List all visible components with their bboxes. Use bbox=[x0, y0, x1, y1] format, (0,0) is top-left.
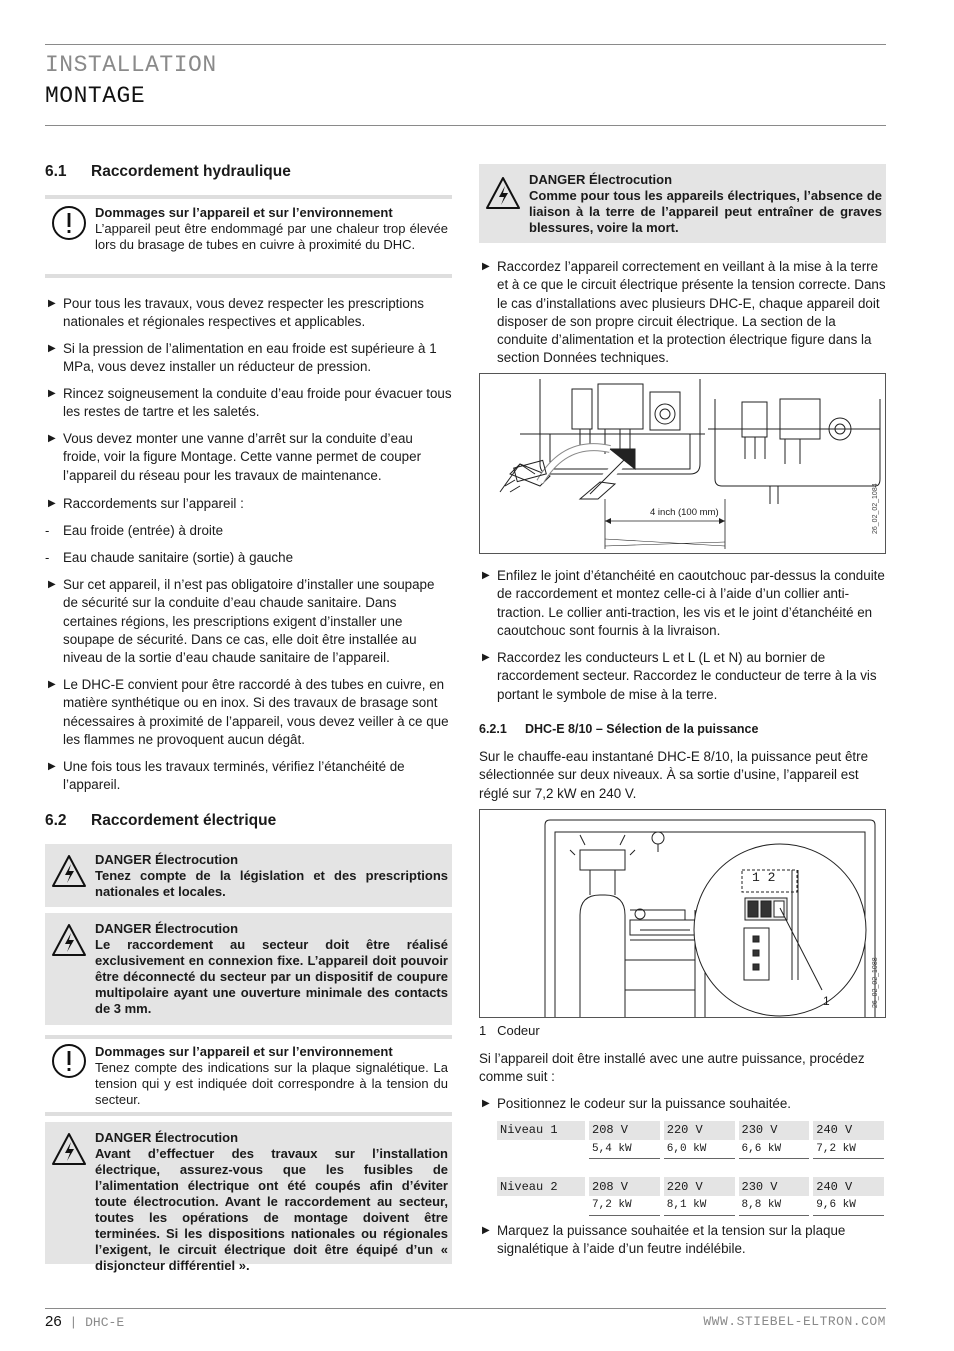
list-item: ▶ Vous devez monter une vanne d’arrêt sur la conduite d’eau froide, voir la figure Montage. Cette vanne permet de couper l’appareil du réseau pour les travaux de maintenance. bbox=[48, 431, 422, 483]
list-item-dash: - Eau froide (entrée) à droite bbox=[45, 523, 224, 538]
list-item: ▶ Si la pression de l’alimentation en eau froide est supérieure à 1 MPa, vous devez installer un réducteur de pression. bbox=[48, 341, 437, 375]
exclamation-icon bbox=[51, 205, 87, 245]
figure-reference: 26_02_02_1088 bbox=[872, 957, 879, 1008]
header-bottom-rule bbox=[45, 125, 886, 126]
list-item: ▶ Marquez la puissance souhaitée et la tension sur la plaque signalétique à l’aide d’un feutre indélébile. bbox=[482, 1223, 846, 1257]
triangle-bullet-icon: ▶ bbox=[48, 343, 56, 354]
list-item: ▶ Raccordez les conducteurs L et L (L et N) au bornier de raccordement secteur. Raccordez le conducteur de terre à la vis portant le symbole de mise à la terre. bbox=[482, 650, 877, 702]
triangle-bullet-icon: ▶ bbox=[48, 579, 56, 590]
list-item: ▶ Une fois tous les travaux terminés, vérifiez l’étanchéité de l’appareil. bbox=[48, 759, 405, 793]
triangle-bullet-icon: ▶ bbox=[48, 679, 56, 690]
footer-url: WWW.STIEBEL-ELTRON.COM bbox=[703, 1314, 886, 1329]
figure-coder bbox=[479, 809, 886, 1018]
lightning-warning-icon bbox=[485, 176, 521, 214]
triangle-bullet-icon: ▶ bbox=[482, 1098, 490, 1109]
callout-number: 1 bbox=[823, 994, 830, 1008]
coder-position-label: 1 bbox=[752, 870, 760, 885]
heading-6-2: 6.2 Raccordement électrique bbox=[45, 812, 277, 829]
dimension-label: 4 inch (100 mm) bbox=[650, 507, 719, 518]
heading-6-1: 6.1 Raccordement hydraulique bbox=[45, 163, 291, 180]
footer-rule bbox=[45, 1308, 886, 1309]
warning-body: L’appareil peut être endommagé par une chaleur trop élevée lors du brasage de tubes en cuivre à proximité du DHC. bbox=[95, 221, 448, 252]
table-row: 7,2 kW 8,1 kW 8,8 kW 9,6 kW bbox=[497, 1196, 884, 1215]
triangle-bullet-icon: ▶ bbox=[482, 570, 490, 581]
triangle-bullet-icon: ▶ bbox=[482, 1225, 490, 1236]
list-item-dash: - Eau chaude sanitaire (sortie) à gauche bbox=[45, 550, 294, 565]
triangle-bullet-icon: ▶ bbox=[482, 261, 490, 272]
page-number: 26 bbox=[45, 1313, 62, 1330]
exclamation-icon bbox=[51, 1043, 87, 1083]
footer-left: 26 | DHC-E bbox=[45, 1313, 125, 1330]
connection-illustration bbox=[480, 374, 885, 553]
coder-illustration bbox=[480, 810, 885, 1017]
warning-box-damage-2: Dommages sur l’appareil et sur l’environnement Tenez compte des indications sur la plaque signalétique. La tension qui y est indiquée doit correspondre à la tension du secteur. bbox=[45, 1035, 452, 1116]
table-row: Niveau 1 208 V 220 V 230 V 240 V bbox=[497, 1121, 884, 1140]
danger-box-1: DANGER Électrocution Tenez compte de la législation et des prescriptions nationales et locales. bbox=[45, 844, 452, 907]
lightning-warning-icon bbox=[51, 854, 87, 892]
power-table bbox=[497, 1121, 884, 1216]
triangle-bullet-icon: ▶ bbox=[48, 298, 56, 309]
triangle-bullet-icon: ▶ bbox=[48, 498, 56, 509]
list-item: ▶ Enfilez le joint d’étanchéité en caoutchouc par-dessus la conduite de raccordement et montez celle-ci à l’aide d’un collier anti-traction. Le collier anti-traction, les vis et le joint d’étanchéité en caoutchouc sont fournis à la livraison. bbox=[482, 568, 885, 638]
lightning-warning-icon bbox=[51, 1132, 87, 1170]
list-item: ▶ Pour tous les travaux, vous devez respecter les prescriptions nationales et régionales respectives et applicables. bbox=[48, 296, 424, 330]
heading-6-2-1: 6.2.1 DHC-E 8/10 – Sélection de la puissance bbox=[479, 722, 759, 736]
triangle-bullet-icon: ▶ bbox=[482, 652, 490, 663]
paragraph-other-power: Si l’appareil doit être installé avec une autre puissance, procédez comme suit : bbox=[479, 1051, 865, 1085]
section-title-french: MONTAGE bbox=[45, 83, 146, 109]
list-item: ▶ Sur cet appareil, il n’est pas obligatoire d’installer une soupape de sécurité sur la conduite d’eau chaude sanitaire. Dans certaines régions, les prescriptions exigent d’installer une soupape de sécurité. Dans ce cas, elle doit être installée au niveau de la sortie d’eau chaude sanitaire de l’appareil. bbox=[48, 577, 435, 666]
triangle-bullet-icon: ▶ bbox=[48, 433, 56, 444]
figure-electrical-connection bbox=[479, 373, 886, 554]
warning-box-damage-1 bbox=[45, 195, 452, 278]
list-item: ▶ Rincez soigneusement la conduite d’eau froide pour évacuer tous les restes de tartre et les saletés. bbox=[48, 386, 452, 420]
danger-box-4: DANGER Électrocution Comme pour tous les appareils électriques, l’absence de liaison à la terre de l’appareil peut entraîner de graves blessures, voire la mort. bbox=[479, 164, 886, 243]
warning-title: Dommages sur l’appareil et sur l’environnement bbox=[95, 205, 393, 220]
list-item: ▶ Le DHC-E convient pour être raccordé à des tubes en cuivre, en matière synthétique ou en inox. Si des travaux de brasage sont nécessaires à proximité de l’appareil, vous devez veiller à ce que les flammes ne provoquent aucun dégât. bbox=[48, 677, 449, 747]
lightning-warning-icon bbox=[51, 923, 87, 961]
triangle-bullet-icon: ▶ bbox=[48, 761, 56, 772]
list-item: ▶ Raccordements sur l’appareil : bbox=[45, 495, 452, 513]
list-item: ▶ Raccordez l’appareil correctement en veillant à la mise à la terre et à ce que le circuit électrique présente la tension correcte. Dans le cas d’installations avec plusieurs DHC-E, chaque appareil doit disposer de son propre circuit électrique. La section de la conduite d’alimentation et la protection électrique figure dans la section Données techniques. bbox=[482, 259, 886, 366]
coder-position-label: 2 bbox=[767, 870, 776, 885]
paragraph-power-selection: Sur le chauffe-eau instantané DHC-E 8/10, la puissance peut être sélectionnée sur deux niveaux. À sa sortie d’usine, l’appareil est réglé sur 7,2 kW en 240 V. bbox=[479, 749, 869, 801]
product-name: DHC-E bbox=[85, 1315, 125, 1330]
triangle-bullet-icon: ▶ bbox=[48, 388, 56, 399]
header-top-rule bbox=[45, 44, 886, 45]
table-row: Niveau 2 208 V 220 V 230 V 240 V bbox=[497, 1177, 884, 1196]
figure-reference: 26_02_02_1084 bbox=[872, 483, 879, 534]
list-item: ▶ Positionnez le codeur sur la puissance souhaitée. bbox=[479, 1095, 886, 1113]
table-row: 5,4 kW 6,0 kW 6,6 kW 7,2 kW bbox=[497, 1140, 884, 1159]
danger-box-2: DANGER Électrocution Le raccordement au secteur doit être réalisé exclusivement en connexion fixe. L’appareil doit pouvoir être déconnecté du secteur par un dispositif de coupure multipolaire ayant une ouverture minimale des contacts de 3 mm. bbox=[45, 913, 452, 1025]
figure-caption: 1 Codeur bbox=[479, 1023, 540, 1038]
section-title-english: INSTALLATION bbox=[45, 52, 217, 78]
danger-box-3: DANGER Électrocution Avant d’effectuer des travaux sur l’installation électrique, assurez-vous que les fusibles de l’alimentation électrique ont été coupés afin d’éviter toute électrocution. Avant le raccordement au secteur, toutes les opérations de montage doivent être terminées. Si les dispositions nationales ou régionales l’exigent, le circuit électrique doit être équipé d’un « disjoncteur différentiel ». bbox=[45, 1122, 452, 1264]
